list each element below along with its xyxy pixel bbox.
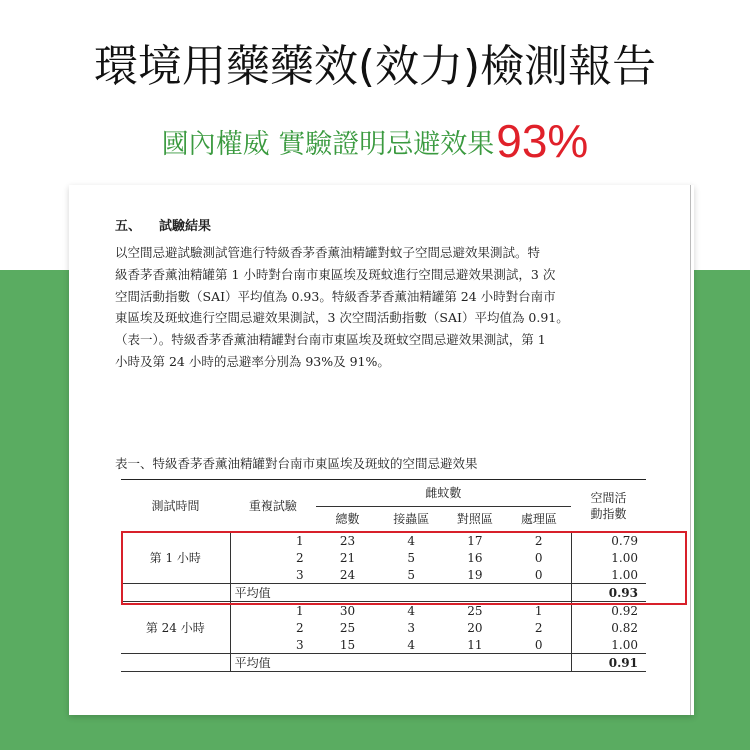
- cell-exposed: 4: [407, 603, 416, 618]
- cell-exposed: 3: [407, 620, 416, 635]
- cell-control: 17: [443, 532, 507, 550]
- paragraph-line: 小時及第 24 小時的忌避率分別為 93%及 91%。: [115, 353, 390, 369]
- cell-control: 19: [467, 567, 483, 582]
- group-time-label: 第 1 小時: [121, 532, 230, 584]
- paragraph-line: 級香茅香薰油精罐第 1 小時對台南市東區埃及斑蚊進行空間忌避效果測試，3 次: [115, 266, 556, 282]
- table-caption: 表一、特級香茅香薰油精罐對台南市東區埃及斑蚊的空間忌避效果: [115, 456, 478, 471]
- cell-treated: 0: [534, 637, 543, 652]
- paper-edge-line: [690, 185, 691, 715]
- header-sai: [571, 480, 646, 532]
- paragraph-line: 東區埃及斑蚊進行空間忌避效果測試，3 次空間活動指數（SAI）平均值為 0.91。: [115, 310, 569, 326]
- results-paragraph: [115, 242, 670, 373]
- cell-sai: 1.00: [571, 636, 646, 654]
- paragraph-line: （表一）。特級香茅香薰油精罐對台南市東區埃及斑蚊空間忌避效果測試，第 1: [115, 332, 546, 348]
- average-label: 平均值: [230, 584, 571, 602]
- header-sai-line2: 動指數: [590, 506, 627, 521]
- subtitle-highlight-percent: 93%: [496, 115, 589, 167]
- paragraph-line: 以空間忌避試驗測試管進行特級香茅香薰油精罐對蚊子空間忌避效果測試。特: [115, 245, 541, 260]
- cell-control: 16: [467, 550, 483, 565]
- cell-sai: 1.00: [571, 549, 646, 566]
- table-average-row: [121, 654, 646, 672]
- header-control: 對照區: [456, 512, 493, 526]
- header-repeat: 重複試驗: [230, 480, 316, 532]
- cell-rep: 3: [230, 566, 316, 584]
- cell-exposed: 4: [379, 532, 443, 550]
- cell-rep: 3: [230, 636, 316, 654]
- cell-rep: 2: [230, 549, 316, 566]
- cell-sai: 0.92: [571, 602, 646, 620]
- cell-total: 15: [339, 637, 356, 652]
- section-title: 試驗結果: [159, 219, 212, 234]
- report-document: [69, 185, 694, 715]
- cell-sai: 1.00: [571, 566, 646, 584]
- cell-sai: 0.79: [571, 532, 646, 550]
- section-number: 五、: [115, 219, 142, 234]
- cell-treated: 1: [534, 603, 543, 618]
- header-exposed: 接蟲區: [393, 512, 430, 526]
- cell-treated: 0: [534, 550, 543, 565]
- page-title: 環境用藥藥效(效力)檢測報告: [93, 41, 657, 92]
- cell-total: 25: [339, 620, 356, 635]
- page-subtitle: [0, 114, 750, 168]
- paragraph-line: 空間活動指數（SAI）平均值為 0.93。特級香茅香薰油精罐第 24 小時對台南市: [115, 288, 556, 304]
- cell-total: 23: [316, 532, 380, 550]
- average-label: 平均值: [230, 654, 571, 672]
- cell-exposed: 5: [407, 550, 416, 565]
- cell-rep: 2: [230, 619, 316, 636]
- average-sai: 0.91: [571, 654, 646, 672]
- header-sai-line1: 空間活: [590, 490, 627, 505]
- cell-control: 25: [467, 603, 483, 618]
- cell-sai: 0.82: [571, 619, 646, 636]
- subtitle-text: 國內權威 實驗證明忌避效果: [161, 129, 495, 160]
- cell-total: 30: [339, 603, 356, 618]
- header-treated: 處理區: [520, 512, 557, 526]
- cell-rep: 1: [230, 602, 316, 620]
- cell-control: 11: [467, 637, 483, 652]
- empty-cell: [121, 654, 230, 672]
- cell-rep: 1: [230, 532, 316, 550]
- cell-treated: 0: [534, 567, 543, 582]
- average-sai: 0.93: [571, 584, 646, 602]
- highlight-box-1hr: [121, 531, 687, 605]
- cell-control: 20: [467, 620, 483, 635]
- section-heading: [115, 215, 211, 234]
- header-total: 總數: [335, 512, 360, 526]
- header-female-count: 雌蚊數: [316, 480, 571, 507]
- cell-exposed: 4: [407, 637, 416, 652]
- cell-treated: 2: [534, 620, 543, 635]
- cell-treated: 2: [507, 532, 571, 550]
- cell-total: 24: [339, 567, 356, 582]
- cell-total: 21: [339, 550, 356, 565]
- header-test-time: 測試時間: [121, 480, 230, 532]
- group-time-label: 第 24 小時: [145, 620, 205, 635]
- cell-exposed: 5: [407, 567, 416, 582]
